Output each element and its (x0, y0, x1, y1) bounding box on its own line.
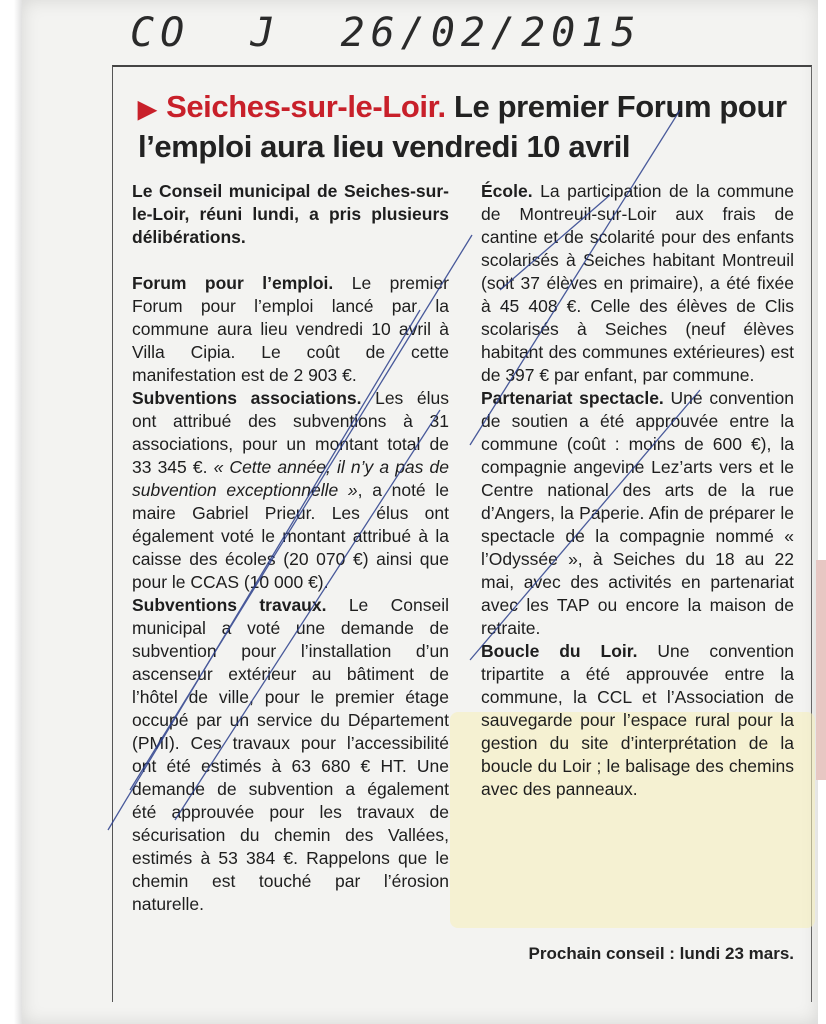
section-text: Le Conseil municipal a voté une demande de subvention pour l’installation d’un ascenseur extérieur au bâtiment de l’hôtel de ville, pour le premier étage occupé par un service du Département (PMI). Ces travaux pour l’accessibilité ont été estimés à 63 680 € HT. Une demande de subvention a également été approuvée pour les travaux de sécurisation du chemin des Vallées, estimés à 53 384 €. Rappelons que le chemin est touché par l’érosion naturelle. (132, 595, 449, 914)
handwritten-note: CO J 26/02/2015 (130, 10, 642, 56)
headline-title: Le premier Forum pour l’emploi aura lieu vendredi 10 avril (138, 89, 787, 164)
next-council-note: Prochain conseil : lundi 23 mars. (528, 944, 794, 963)
section-lead: Boucle du Loir. (481, 641, 638, 661)
pen-stroke (108, 310, 420, 830)
pen-stroke (470, 390, 700, 660)
section-lead: Partenariat spectacle. (481, 388, 664, 408)
article-intro: Le Conseil municipal de Seiches-sur-le-Loir, réuni lundi, a pris plusieurs délibérations. (132, 181, 449, 247)
section-lead: Subventions associations. (132, 388, 362, 408)
section-text: La participation de la commune de Montreuil-sur-Loir aux frais de cantine et de scolarité pour des enfants scolarisés à Seiches habitant Montreuil (soit 37 élèves en primaire), a été fixée à 45 408 €. Celle des élèves de Clis scolarisés à Seiches (neuf élèves habitant des communes extérieures) est de 397 € par enfant, par commune. (481, 181, 794, 385)
section-text: Une convention tripartite a été approuvée entre la commune, la CCL et l’Association de sauvegarde pour l’espace rural pour la gestion du site d’interprétation de la boucle du Loir ; le balisage des chemins avec des panneaux. (481, 641, 794, 799)
section-text: , a noté le maire Gabriel Prieur. Les élus ont également voté le montant attribué à la caisse des écoles (20 070 €) ainsi que pour le CCAS (10 000 €). (132, 480, 449, 592)
section-text: Une convention de soutien a été approuvée entre la commune (coût : moins de 600 €), la compagnie angevine Lez’arts vers et le Centre national des arts de la rue d’Angers, la Paperie. Afin de préparer le spectacle de la compagnie nommé « l’Odyssée », à Seiches du 18 au 22 mai, avec des activités en partenariat avec les TAP ou encore la maison de retraite. (481, 388, 794, 638)
section-lead: Forum pour l’emploi. (132, 273, 334, 293)
section-text: Les élus ont attribué des subventions à 31 associations, pour un montant total de 33 345 €. (132, 388, 449, 477)
mayor-quote: « Cette année, il n’y a pas de subvention exceptionnelle » (132, 457, 449, 500)
pen-stroke (500, 195, 610, 290)
pen-stroke (175, 410, 440, 820)
section-lead: École. (481, 181, 533, 201)
red-triangle-icon: ▶ (138, 96, 157, 123)
section-text: Le premier Forum pour l’emploi lancé par la commune aura lieu vendredi 10 avril à Villa Cipia. Le coût de cette manifestation est de 2 903 €. (132, 273, 450, 385)
headline-place: Seiches-sur-le-Loir. (166, 89, 446, 124)
pen-stroke (470, 110, 680, 445)
section-lead: Subventions travaux. (132, 595, 327, 615)
